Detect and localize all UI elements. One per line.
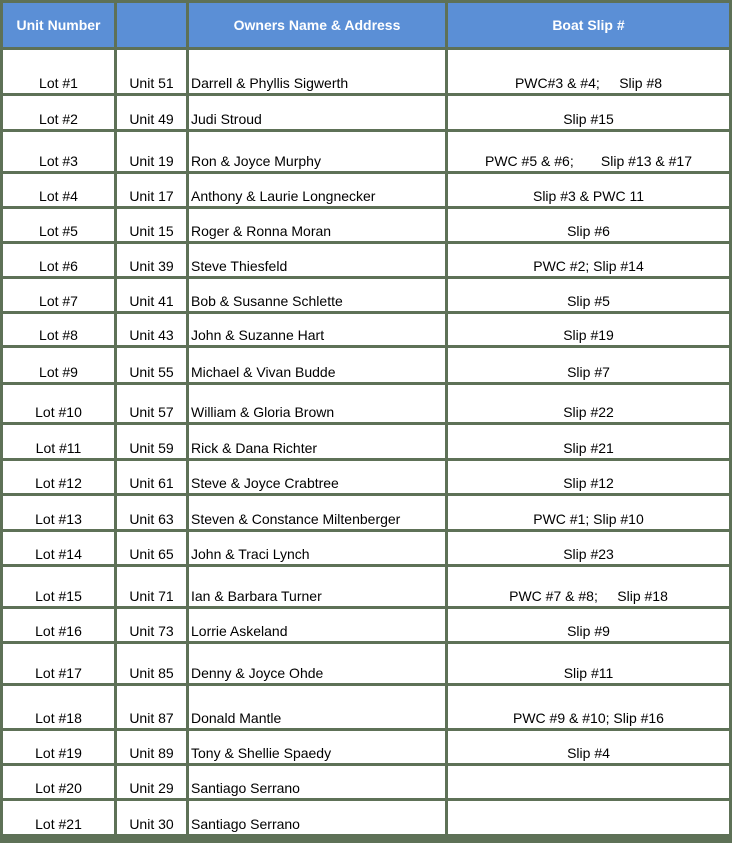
- cell-slip: Slip #15: [448, 96, 729, 129]
- cell-slip: Slip #22: [448, 385, 729, 422]
- cell-unit: Unit 30: [117, 801, 186, 834]
- cell-lot: Lot #2: [3, 96, 114, 129]
- cell-unit: Unit 87: [117, 686, 186, 728]
- cell-unit: Unit 51: [117, 50, 186, 93]
- cell-lot: Lot #1: [3, 50, 114, 93]
- cell-slip: PWC #1; Slip #10: [448, 496, 729, 529]
- cell-owner: John & Traci Lynch: [189, 532, 445, 564]
- cell-slip: PWC #2; Slip #14: [448, 244, 729, 276]
- cell-unit: Unit 19: [117, 132, 186, 171]
- cell-owner: Donald Mantle: [189, 686, 445, 728]
- header-boat-slip: Boat Slip #: [448, 3, 729, 47]
- cell-slip: Slip #11: [448, 644, 729, 683]
- cell-owner: Michael & Vivan Budde: [189, 348, 445, 382]
- cell-unit: Unit 29: [117, 766, 186, 798]
- cell-slip: Slip #6: [448, 209, 729, 241]
- cell-unit: Unit 43: [117, 314, 186, 345]
- cell-lot: Lot #12: [3, 461, 114, 493]
- cell-owner: Rick & Dana Richter: [189, 425, 445, 458]
- cell-unit: Unit 49: [117, 96, 186, 129]
- cell-slip: Slip #23: [448, 532, 729, 564]
- cell-owner: Steve Thiesfeld: [189, 244, 445, 276]
- cell-owner: Darrell & Phyllis Sigwerth: [189, 50, 445, 93]
- cell-slip: Slip #3 & PWC 11: [448, 174, 729, 206]
- cell-lot: Lot #5: [3, 209, 114, 241]
- cell-lot: Lot #16: [3, 609, 114, 641]
- cell-slip: Slip #12: [448, 461, 729, 493]
- cell-owner: Anthony & Laurie Longnecker: [189, 174, 445, 206]
- cell-unit: Unit 41: [117, 279, 186, 311]
- cell-slip: Slip #7: [448, 348, 729, 382]
- cell-owner: Judi Stroud: [189, 96, 445, 129]
- cell-lot: Lot #8: [3, 314, 114, 345]
- cell-owner: Santiago Serrano: [189, 766, 445, 798]
- cell-unit: Unit 17: [117, 174, 186, 206]
- cell-unit: Unit 89: [117, 731, 186, 763]
- cell-unit: Unit 63: [117, 496, 186, 529]
- cell-lot: Lot #21: [3, 801, 114, 834]
- cell-lot: Lot #13: [3, 496, 114, 529]
- cell-owner: Lorrie Askeland: [189, 609, 445, 641]
- cell-lot: Lot #10: [3, 385, 114, 422]
- cell-unit: Unit 15: [117, 209, 186, 241]
- cell-owner: Bob & Susanne Schlette: [189, 279, 445, 311]
- cell-owner: Roger & Ronna Moran: [189, 209, 445, 241]
- cell-unit: Unit 39: [117, 244, 186, 276]
- cell-slip: PWC #5 & #6; Slip #13 & #17: [448, 132, 729, 171]
- cell-owner: Denny & Joyce Ohde: [189, 644, 445, 683]
- cell-slip: Slip #19: [448, 314, 729, 345]
- header-owners-name: Owners Name & Address: [189, 3, 445, 47]
- cell-owner: Tony & Shellie Spaedy: [189, 731, 445, 763]
- cell-lot: Lot #18: [3, 686, 114, 728]
- cell-lot: Lot #20: [3, 766, 114, 798]
- cell-unit: Unit 71: [117, 567, 186, 606]
- cell-unit: Unit 55: [117, 348, 186, 382]
- cell-owner: Steven & Constance Miltenberger: [189, 496, 445, 529]
- cell-slip: Slip #5: [448, 279, 729, 311]
- cell-owner: Santiago Serrano: [189, 801, 445, 834]
- cell-slip: PWC#3 & #4; Slip #8: [448, 50, 729, 93]
- cell-unit: Unit 73: [117, 609, 186, 641]
- cell-slip: Slip #21: [448, 425, 729, 458]
- cell-slip: PWC #9 & #10; Slip #16: [448, 686, 729, 728]
- cell-lot: Lot #15: [3, 567, 114, 606]
- cell-lot: Lot #14: [3, 532, 114, 564]
- cell-unit: Unit 59: [117, 425, 186, 458]
- cell-slip: Slip #4: [448, 731, 729, 763]
- cell-lot: Lot #17: [3, 644, 114, 683]
- cell-slip: PWC #7 & #8; Slip #18: [448, 567, 729, 606]
- cell-lot: Lot #11: [3, 425, 114, 458]
- cell-slip: Slip #9: [448, 609, 729, 641]
- cell-slip: [448, 766, 729, 798]
- header-unit: [117, 3, 186, 47]
- cell-lot: Lot #7: [3, 279, 114, 311]
- cell-owner: John & Suzanne Hart: [189, 314, 445, 345]
- cell-unit: Unit 65: [117, 532, 186, 564]
- cell-lot: Lot #19: [3, 731, 114, 763]
- cell-owner: Ron & Joyce Murphy: [189, 132, 445, 171]
- cell-owner: Ian & Barbara Turner: [189, 567, 445, 606]
- cell-lot: Lot #4: [3, 174, 114, 206]
- cell-lot: Lot #6: [3, 244, 114, 276]
- cell-lot: Lot #9: [3, 348, 114, 382]
- cell-owner: William & Gloria Brown: [189, 385, 445, 422]
- cell-unit: Unit 85: [117, 644, 186, 683]
- cell-slip: [448, 801, 729, 834]
- cell-unit: Unit 61: [117, 461, 186, 493]
- cell-owner: Steve & Joyce Crabtree: [189, 461, 445, 493]
- header-unit-number: Unit Number: [3, 3, 114, 47]
- cell-unit: Unit 57: [117, 385, 186, 422]
- cell-lot: Lot #3: [3, 132, 114, 171]
